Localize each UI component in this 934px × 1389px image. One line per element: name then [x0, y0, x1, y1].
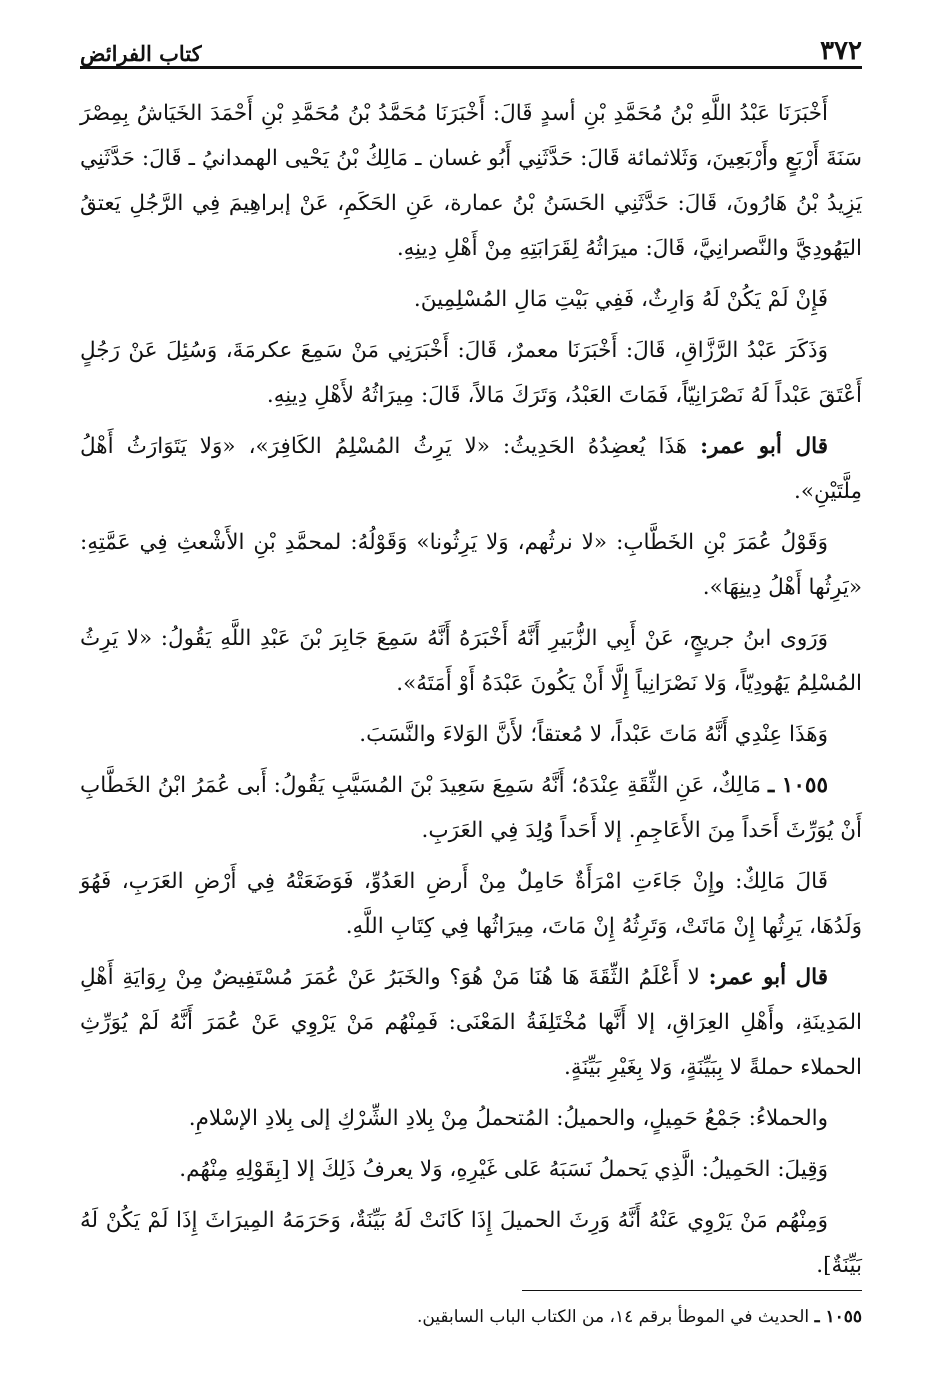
footnote: [80, 1303, 862, 1331]
paragraph-lead: قال أبو عمر:: [708, 965, 828, 990]
paragraph-text: وَقَوْلُ عُمَرَ بْنِ الخَطَّابِ: «لا نرثُهم، وَلا يَرِثُونا» وَقَوْلُهُ: لمحمَّدِ بْنِ الأَشْعثِ فِي عَمَّتِهِ: «يَرِثُها أَهْلُ دِينِهَا».: [80, 530, 862, 600]
paragraph: [80, 520, 862, 610]
paragraph-text: لا أَعْلَمُ الثِّقَةَ هَا هُنَا مَنْ هُوَ؟ والخَبَرُ عَنْ عُمَرَ مُسْتَفِيضٌ مِنْ رِوَايَةِ أَهْلِ المَدِينَةِ، وأَهْلِ العِرَاقِ، إلا أَنَّها مُخْتَلِفَةُ المَعْنَى: فَمِنْهُم مَنْ يَرْوِي عَنْ عُمَرَ أَنَّهُ لَمْ يُوَرِّثِ الحملاء حملةً لا بِبَيِّنَةٍ، وَلا بِغَيْرِ بَيِّنَةٍ.: [80, 965, 862, 1080]
paragraph: [80, 424, 862, 514]
footnote-divider: [522, 1290, 862, 1291]
paragraph-text: هَذَا يُعضِدُهُ الحَدِيثُ: «لا يَرِثُ المُسْلِمُ الكَافِرَ»، «وَلا يَتَوَارَثُ أَهْلُ مِلَّتَيْنِ».: [80, 434, 862, 504]
page-header: [80, 30, 862, 69]
page-number: ٣٧٢: [820, 36, 862, 66]
paragraph: [80, 1198, 862, 1288]
paragraph-text: وَمِنْهُم مَنْ يَرْوِي عَنْهُ أَنَّهُ وَرِثَ الحميلَ إِذَا كَانَتْ لَهُ بَيِّنَةٌ، وَحَرَمَهُ المِيرَاثَ إِذَا لَمْ يَكُنْ لَهُ بَيِّنَةٌ].: [80, 1208, 862, 1278]
paragraph-text: أَخْبَرَنَا عَبْدُ اللَّهِ بْنُ مُحَمَّدِ بْنِ أسدٍ قَالَ: أَخْبَرَنَا مُحَمَّدُ بْنُ مُحَمَّدِ بْنِ أَحْمَدَ الخَيَاشُ بِمِصْرَ سَنَةَ أَرْبَعٍ وأَرْبَعِينَ، وَثَلاثمائة قَالَ: حَدَّثَنِي أَبُو غسان ـ مَالِكُ بْنُ يَحْيى الهمدانيُ ـ قَالَ: حَدَّثَنِي يَزِيدُ بْنُ هَارُونَ، قَالَ: حَدَّثَنِي الحَسَنُ بْنُ عمارة، عَنِ الحَكَمِ، عَنْ إبراهِيمَ فِي الرَّجُلِ يَعتقُ اليَهُودِيَّ والنَّصرانِيَّ، قَالَ: ميرَاثُهُ لِقَرَابَتِهِ مِنْ أَهْلِ دِينِهِ.: [80, 101, 862, 261]
paragraph-text: والحملاءُ: جَمْعُ حَمِيلٍ، والحميلُ: المُتحملُ مِنْ بِلادِ الشِّرْكِ إلى بِلادِ الإسْلامِ.: [188, 1106, 828, 1131]
book-title: كتاب الفرائض: [80, 41, 202, 66]
paragraph-text: وَقِيلَ: الحَمِيلُ: الَّذِي يَحملُ نَسَبَهُ عَلى غَيْرِهِ، وَلا يعرفُ ذَلِكَ إلا [بِقَوْلِهِ مِنْهُم.: [179, 1157, 828, 1182]
paragraph: [80, 328, 862, 418]
paragraph: [80, 1147, 862, 1192]
paragraph: [80, 955, 862, 1090]
paragraph: [80, 859, 862, 949]
footnote-number: ١٠٥٥ ـ: [814, 1307, 862, 1327]
paragraph: [80, 712, 862, 757]
paragraph: [80, 91, 862, 271]
paragraph: [80, 1096, 862, 1141]
paragraph-text: قَالَ مَالِكٌ: وإِنْ جَاءَتِ امْرَأَةٌ حَامِلٌ مِنْ أَرضِ العَدُوِّ، فَوَضَعَتْهُ فِي أَرْضِ العَرَبِ، فَهُوَ وَلَدُهَا، يَرِثُها إِنْ مَاتَتْ، وَتَرِثُهُ إِنْ مَاتَ، مِيرَاثُها فِي كِتَابِ اللَّهِ.: [80, 869, 862, 939]
paragraph-text: فَإِنْ لَمْ يَكُنْ لَهُ وَارِثٌ، فَفِي بَيْتِ مَالِ المُسْلِمِينَ.: [413, 287, 828, 312]
paragraph-text: وَرَوى ابنُ جريجٍ، عَنْ أَبِي الزُّبَيرِ أَنَّهُ أَخْبَرَهُ أَنَّهُ سَمِعَ جَابِرَ بْنَ عَبْدِ اللَّهِ يَقُولُ: «لا يَرِثُ المُسْلِمُ يَهُودِيّاً، وَلا نَصْرَانِياً إِلَّا أَنْ يَكُونَ عَبْدَهُ أَوْ أَمَتَهُ».: [80, 626, 862, 696]
paragraph: [80, 763, 862, 853]
paragraph-lead: قال أبو عمر:: [700, 434, 828, 459]
footnote-text: الحديث في الموطأ برقم ١٤، من الكتاب الباب السابقين.: [416, 1307, 810, 1327]
paragraph-text: وَهَذَا عِنْدِي أَنَّهُ مَاتَ عَبْداً، لا مُعتقاً؛ لأَنَّ الوَلاءَ والنَّسَبَ.: [359, 722, 828, 747]
paragraph-text: مَالِكٌ، عَنِ الثِّقَةِ عِنْدَهُ؛ أَنَّهُ سَمِعَ سَعِيدَ بْنَ المُسَيَّبِ يَقُولُ: أَبى عُمَرُ ابْنُ الخَطَّابِ أَنْ يُوَرِّثَ أَحَداً مِنَ الأَعَاجِمِ. إلا أَحَداً وُلِدَ فِي العَرَبِ.: [80, 773, 862, 843]
paragraph: [80, 616, 862, 706]
hadith-number: ١٠٥٥ ـ: [767, 773, 828, 798]
paragraph-text: وَذَكَرَ عَبْدُ الرَّزَّاقِ، قَالَ: أَخْبَرَنَا معمرٌ، قَالَ: أَخْبَرَنِي مَنْ سَمِعَ عكرمَةَ، وَسُئِلَ عَنْ رَجُلٍ أَعْتَقَ عَبْداً لَهُ نَصْرَانِيّاً، فَمَاتَ العَبْدُ، وَتَرَكَ مَالاً، قَالَ: مِيرَاثُهُ لأَهْلِ دِينِهِ.: [80, 338, 862, 408]
paragraph: [80, 277, 862, 322]
page-body: [80, 91, 862, 1288]
